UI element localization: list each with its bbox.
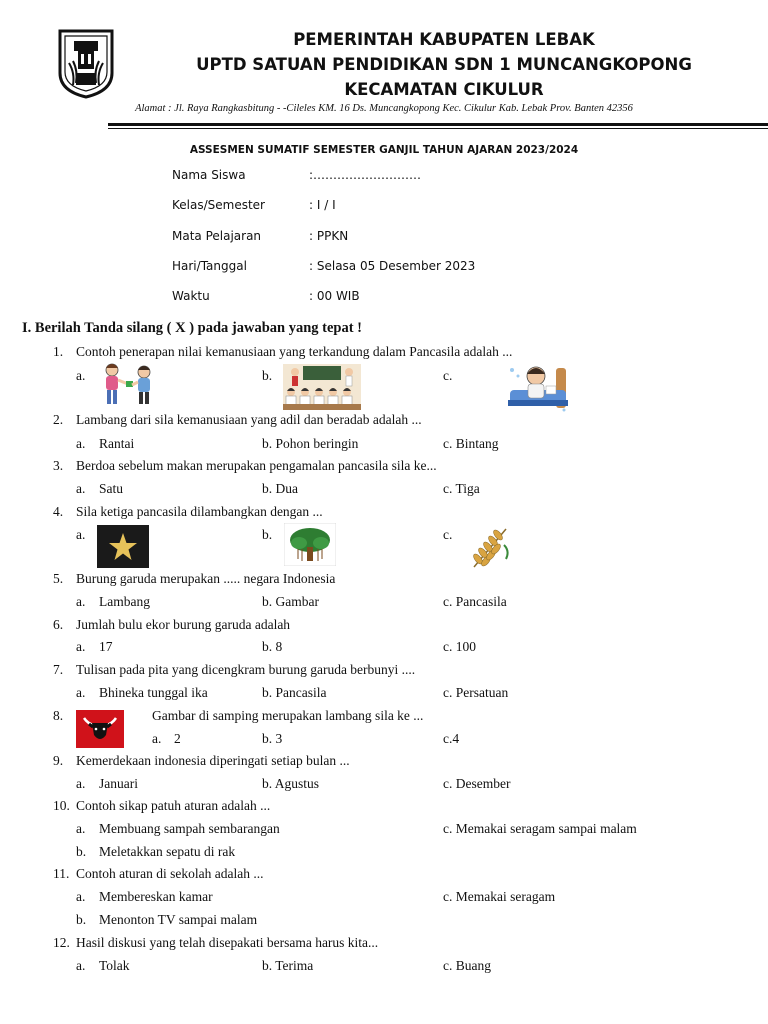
question-number: 11. <box>53 866 70 881</box>
option-a[interactable]: 17 <box>99 639 113 654</box>
section-title: I. Berilah Tanda silang ( X ) pada jawaban yang tepat ! <box>22 320 363 336</box>
option-a-label: a. <box>76 685 86 700</box>
question-text: Hasil diskusi yang telah disepakati bersama harus kita... <box>76 935 379 950</box>
rice-cotton-image <box>466 523 514 571</box>
option-c[interactable]: c. Tiga <box>443 481 480 496</box>
question-number: 10. <box>53 798 70 813</box>
header-rule-thin <box>108 128 768 129</box>
option-b[interactable]: b. Dua <box>262 481 298 496</box>
question-text: Contoh penerapan nilai kemanusiaan yang terkandung dalam Pancasila adalah ... <box>76 344 513 359</box>
option-a[interactable]: Membereskan kamar <box>99 889 213 904</box>
option-b[interactable]: b. Agustus <box>262 776 320 791</box>
question-text: Kemerdekaan indonesia diperingati setiap bulan ... <box>76 753 350 768</box>
option-a-label: a. <box>76 368 86 383</box>
option-b[interactable]: b. 8 <box>262 639 283 654</box>
district-name: KECAMATAN CIKULUR <box>344 80 544 99</box>
option-b[interactable]: b. 3 <box>262 731 283 746</box>
option-a[interactable]: Satu <box>99 481 124 496</box>
option-c[interactable]: c.4 <box>443 731 460 746</box>
info-label-time: Waktu <box>172 289 210 303</box>
option-c[interactable]: c. Pancasila <box>443 594 507 609</box>
info-value-date: : Selasa 05 Desember 2023 <box>309 259 476 273</box>
option-b[interactable]: Menonton TV sampai malam <box>99 912 258 927</box>
question-number: 8. <box>53 708 64 723</box>
info-label-class: Kelas/Semester <box>172 198 265 212</box>
info-value-subject: : PPKN <box>309 229 349 243</box>
info-label-name: Nama Siswa <box>172 168 246 182</box>
option-a[interactable]: Rantai <box>99 436 135 451</box>
info-value-class: : I / I <box>309 198 336 212</box>
option-b-label: b. <box>262 368 273 383</box>
question-text: Berdoa sebelum makan merupakan pengamalan pancasila sila ke... <box>76 458 437 473</box>
option-a-label: a. <box>152 731 162 746</box>
question-number: 5. <box>53 571 64 586</box>
option-b[interactable]: b. Pohon beringin <box>262 436 359 451</box>
option-a-label: a. <box>76 481 86 496</box>
question-number: 1. <box>53 344 64 359</box>
school-name: UPTD SATUAN PENDIDIKAN SDN 1 MUNCANGKOPONG <box>196 55 692 74</box>
option-a-label: a. <box>76 639 86 654</box>
option-a[interactable]: Januari <box>99 776 138 791</box>
child-in-bed-image <box>506 362 570 414</box>
option-c[interactable]: c. Memakai seragam <box>443 889 556 904</box>
question-text: Contoh sikap patuh aturan adalah ... <box>76 798 271 813</box>
question-text: Gambar di samping merupakan lambang sila ke ... <box>152 708 424 723</box>
question-text: Jumlah bulu ekor burung garuda adalah <box>76 617 291 632</box>
option-a-label: a. <box>76 594 86 609</box>
question-number: 3. <box>53 458 64 473</box>
question-number: 7. <box>53 662 64 677</box>
option-b-label: b. <box>262 527 273 542</box>
option-c-label: c. <box>443 368 453 383</box>
option-b-label: b. <box>76 912 87 927</box>
option-a-label: a. <box>76 776 86 791</box>
exam-title: ASSESMEN SUMATIF SEMESTER GANJIL TAHUN AJARAN 2023/2024 <box>189 144 579 156</box>
government-name: PEMERINTAH KABUPATEN LEBAK <box>293 30 595 49</box>
children-sharing-image <box>98 362 160 408</box>
option-c[interactable]: c. Memakai seragam sampai malam <box>443 821 637 836</box>
regency-logo <box>56 27 116 99</box>
option-a-label: a. <box>76 958 86 973</box>
header-rule-thick <box>108 123 768 126</box>
option-a-label: a. <box>76 436 86 451</box>
info-value-name: :……………………… <box>309 168 422 182</box>
bull-head-image <box>76 710 124 748</box>
question-number: 2. <box>53 412 64 427</box>
option-a[interactable]: 2 <box>174 731 181 746</box>
classroom-image <box>283 364 361 410</box>
option-a[interactable]: Membuang sampah sembarangan <box>99 821 280 836</box>
option-c[interactable]: c. Desember <box>443 776 511 791</box>
option-a[interactable]: Tolak <box>99 958 130 973</box>
question-number: 6. <box>53 617 64 632</box>
question-number: 9. <box>53 753 64 768</box>
option-c[interactable]: c. Bintang <box>443 436 499 451</box>
question-text: Burung garuda merupakan ..... negara Indonesia <box>76 571 336 586</box>
question-text: Tulisan pada pita yang dicengkram burung garuda berbunyi .... <box>76 662 416 677</box>
question-text: Lambang dari sila kemanusiaan yang adil dan beradab adalah ... <box>76 412 422 427</box>
option-a[interactable]: Bhineka tunggal ika <box>99 685 208 700</box>
info-value-time: : 00 WIB <box>309 289 360 303</box>
option-a-label: a. <box>76 821 86 836</box>
banyan-tree-image <box>284 523 336 566</box>
option-a-label: a. <box>76 889 86 904</box>
option-a-label: a. <box>76 527 86 542</box>
star-symbol-image <box>97 525 149 568</box>
question-number: 12. <box>53 935 70 950</box>
option-b[interactable]: b. Gambar <box>262 594 319 609</box>
option-c[interactable]: c. Buang <box>443 958 491 973</box>
option-c[interactable]: c. Persatuan <box>443 685 509 700</box>
option-b-label: b. <box>76 844 87 859</box>
question-text: Sila ketiga pancasila dilambangkan dengan ... <box>76 504 323 519</box>
option-c-label: c. <box>443 527 453 542</box>
question-number: 4. <box>53 504 64 519</box>
option-b[interactable]: Meletakkan sepatu di rak <box>99 844 236 859</box>
option-a[interactable]: Lambang <box>99 594 150 609</box>
school-address: Alamat : Jl. Raya Rangkasbitung - -Cileles KM. 16 Ds. Muncangkopong Kec. Cikulur Kab. Lebak Prov. Banten 42356 <box>135 103 633 114</box>
option-b[interactable]: b. Terima <box>262 958 314 973</box>
option-c[interactable]: c. 100 <box>443 639 476 654</box>
option-b[interactable]: b. Pancasila <box>262 685 327 700</box>
info-label-date: Hari/Tanggal <box>172 259 247 273</box>
question-text: Contoh aturan di sekolah adalah ... <box>76 866 264 881</box>
info-label-subject: Mata Pelajaran <box>172 229 262 243</box>
